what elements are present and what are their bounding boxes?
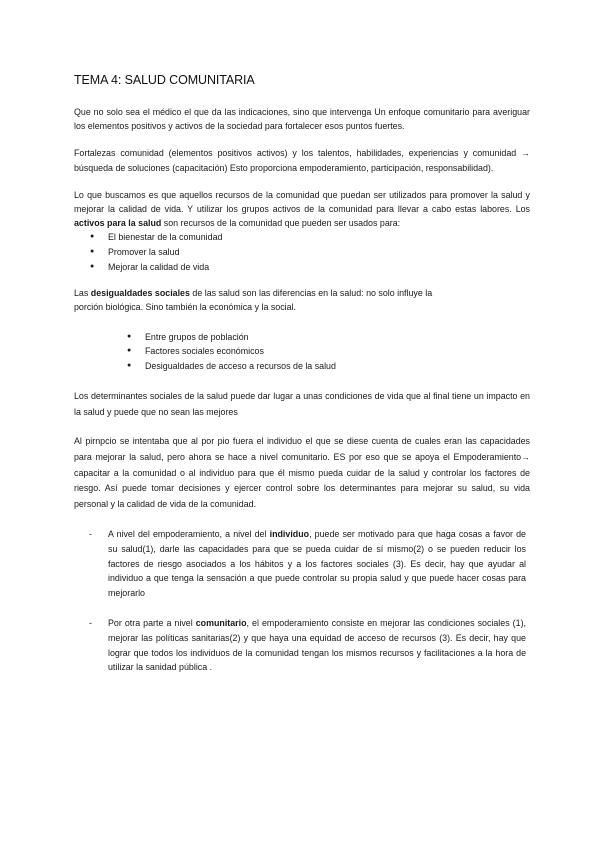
list-item: ● Entre grupos de población [145, 330, 530, 345]
bold-comunitario: comunitario [195, 618, 247, 629]
list-item: ● Promover la salud [108, 245, 530, 260]
list-item: ● Desigualdades de acceso a recursos de la salud [145, 359, 530, 374]
paragraph-desigualdades: Las desigualdades sociales de las salud son las diferencias en la salud: no solo influye la porción biológica. Sino también la económica y la social. [74, 288, 433, 313]
paragraph-fortalezas: Fortalezas comunidad (elementos positivos activos) y los talentos, habilidades, experiencias y comunidad → búsqueda de soluciones (capacitación) Esto proporciona empoderamiento, participación, responsabilidad). [74, 148, 530, 173]
page-title: TEMA 4: SALUD COMUNITARIA [74, 73, 255, 87]
list-item-comunitario: - Por otra parte a nivel comunitario, el empoderamiento consiste en mejorar las condiciones sociales (1), mejorar las políticas sanitarias(2) y que haya una equidad de acceso de recursos (3). Es decir, hay que lograr que todos los individuos de la comunidad tengan los mismos recursos y facilitaciones a la hora de utilizar la sanidad pública . [108, 616, 526, 674]
list-item-individuo: - A nivel del empoderamiento, a nivel del individuo, puede ser motivado para que haga cosas a favor de su salud(1), darle las capacidades para que se pueda cuidar de sí mismo(2) o se pueden reducir los factores de riesgo asociados a los hábitos y a los factores sociales (3). Es decir, hay que ayudar al individuo a que tenga la sensación a que puede controlar su propia salud y que puede hacer cosas para mejorarlo [108, 527, 526, 600]
paragraph-empoderamiento: Al pirnpcio se intentaba que al por pio fuera el individuo el que se diese cuenta de cuales eran las capacidades para mejorar la salud, pero ahora se hace a nivel comunitario. ES por eso que se apoya el Empoderamiento→ capacitar a la comunidad o al individuo para que él mismo pueda cuidar de la salud y controlar los factores de riesgo. Así puede tomar decisiones y ejercer control sobre los determinantes para mejorar su salud, su vida personal y la calidad de vida de la comunidad. [74, 436, 530, 509]
empoderamiento-list [74, 527, 530, 674]
bold-activos-salud: activos para la salud [74, 218, 162, 229]
activos-list [74, 230, 530, 274]
desigualdades-list [74, 330, 530, 374]
list-item: ● Mejorar la calidad de vida [108, 260, 530, 275]
list-item: ● El bienestar de la comunidad [108, 230, 530, 245]
bold-desigualdades: desigualdades sociales [90, 288, 190, 299]
paragraph-determinantes: Los determinantes sociales de la salud puede dar lugar a unas condiciones de vida que al final tiene un impacto en la salud y puede que no sean las mejores [74, 391, 530, 417]
list-item: ● Factores sociales económicos [145, 344, 530, 359]
bold-individuo: individuo [269, 529, 310, 540]
paragraph-activos: Lo que buscamos es que aquellos recursos de la comunidad que puedan ser utilizados para promover la salud y mejorar la calidad de vida. Y utilizar los grupos activos de la comunidad para llevar a cabo estas labores. Los activos para la salud son recursos de la comunidad que pueden ser usados para: [74, 189, 530, 229]
paragraph-intro: Que no solo sea el médico el que da las indicaciones, sino que intervenga Un enfoque comunitario para averiguar los elementos positivos y activos de la sociedad para fortalecer esos puntos fuertes. [74, 107, 530, 132]
